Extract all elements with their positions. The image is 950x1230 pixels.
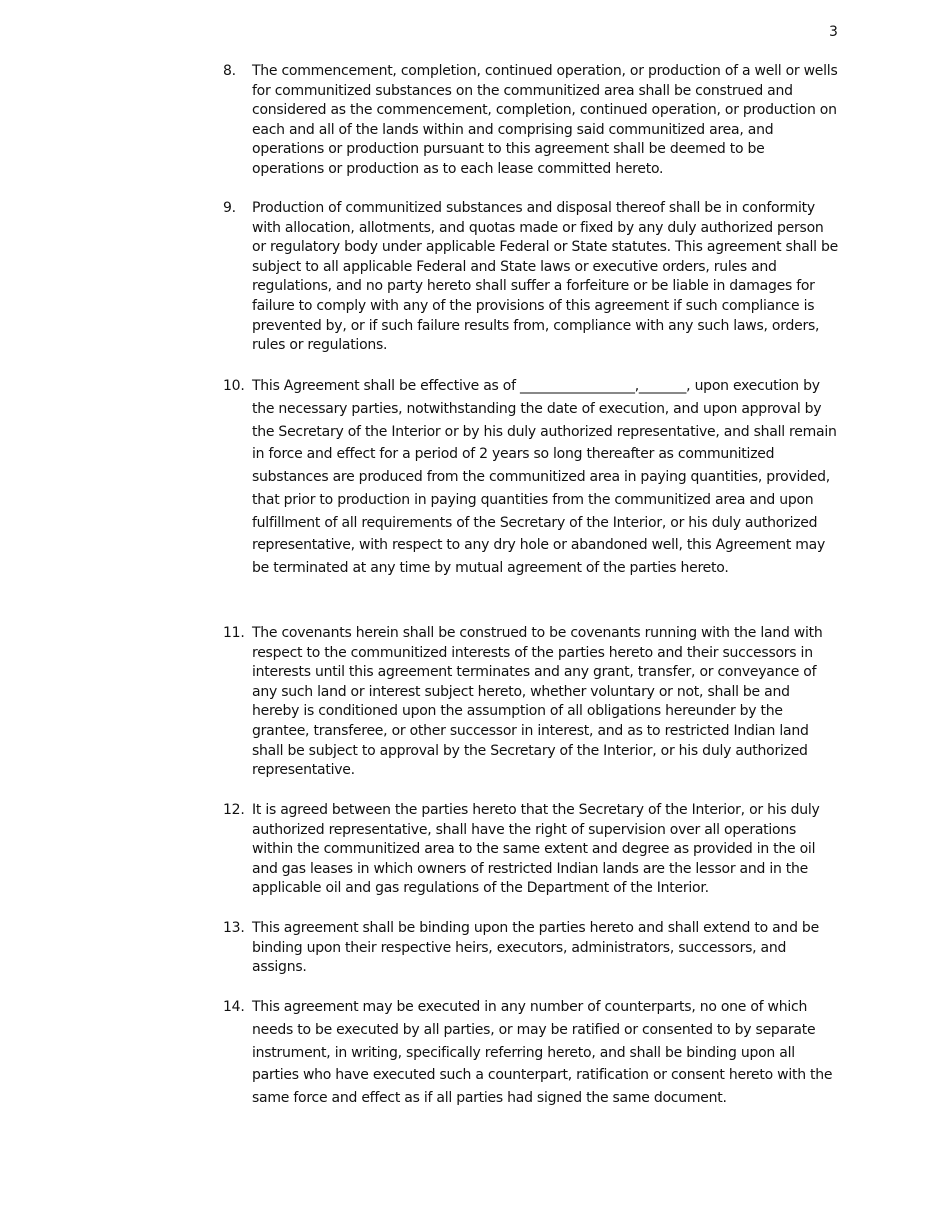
clause-12: [223, 801, 838, 899]
clause-number: 11.: [223, 625, 245, 641]
clause-number: 10.: [223, 378, 245, 394]
clause-13: [223, 919, 838, 978]
clause-text: This agreement shall be binding upon the parties hereto and shall extend to and be binding upon their respective heirs, executors, administrators, successors, and assigns.: [252, 920, 819, 976]
clause-number: 9.: [223, 200, 236, 216]
clause-text: This agreement may be executed in any number of counterparts, no one of which needs to be executed by all parties, or may be ratified or consented to by separate instrument, in writing, specifically referring hereto, and shall be binding upon all parties who have executed such a counterpart, ratification or consent hereto with the same force and effect as if all parties had signed the same document.: [252, 999, 833, 1106]
clause-number: 13.: [223, 920, 245, 936]
clause-number: 12.: [223, 802, 245, 818]
clause-text: Production of communitized substances and disposal thereof shall be in conformity with allocation, allotments, and quotas made or fixed by any duly authorized person or regulatory body under applicable Federal or State statutes. This agreement shall be subject to all applicable Federal and State laws or executive orders, rules and regulations, and no party hereto shall suffer a forfeiture or be liable in damages for failure to comply with any of the provisions of this agreement if such compliance is prevented by, or if such failure results from, compliance with any such laws, orders, rules or regulations.: [252, 200, 838, 354]
clause-8: [223, 62, 838, 180]
clause-14: [223, 996, 838, 1110]
clause-10: [223, 375, 838, 580]
page-number: 3: [829, 24, 838, 40]
clause-number: 8.: [223, 63, 236, 79]
clause-text: It is agreed between the parties hereto that the Secretary of the Interior, or his duly authorized representative, shall have the right of supervision over all operations within the communitized area to the same extent and degree as provided in the oil and gas leases in which owners of restricted Indian lands are the lessor and in the applicable oil and gas regulations of the Department of the Interior.: [252, 802, 820, 897]
clause-9: [223, 199, 838, 356]
clause-number: 14.: [223, 999, 245, 1015]
clause-text: The commencement, completion, continued operation, or production of a well or wells for communitized substances on the communitized area shall be construed and considered as the commencement, completion, continued operation, or production on each and all of the lands within and comprising said communitized area, and operations or production pursuant to this agreement shall be deemed to be operations or production as to each lease committed hereto.: [252, 63, 838, 177]
clause-text: The covenants herein shall be construed to be covenants running with the land with respect to the communitized interests of the parties hereto and their successors in interests until this agreement terminates and any grant, transfer, or conveyance of any such land or interest subject hereto, whether voluntary or not, shall be and hereby is conditioned upon the assumption of all obligations hereunder by the grantee, transferee, or other successor in interest, and as to restricted Indian land shall be subject to approval by the Secretary of the Interior, or his duly authorized representative.: [252, 625, 823, 779]
clause-text: This Agreement shall be effective as of _________________,_______, upon execution by the necessary parties, notwithstanding the date of execution, and upon approval by the Secretary of the Interior or by his duly authorized representative, and shall remain in force and effect for a period of 2 years so long thereafter as communitized substances are produced from the communitized area in paying quantities, provided, that prior to production in paying quantities from the communitized area and upon fulfillment of all requirements of the Secretary of the Interior, or his duly authorized representative, with respect to any dry hole or abandoned well, this Agreement may be terminated at any time by mutual agreement of the parties hereto.: [252, 378, 837, 576]
clause-11: [223, 624, 838, 781]
